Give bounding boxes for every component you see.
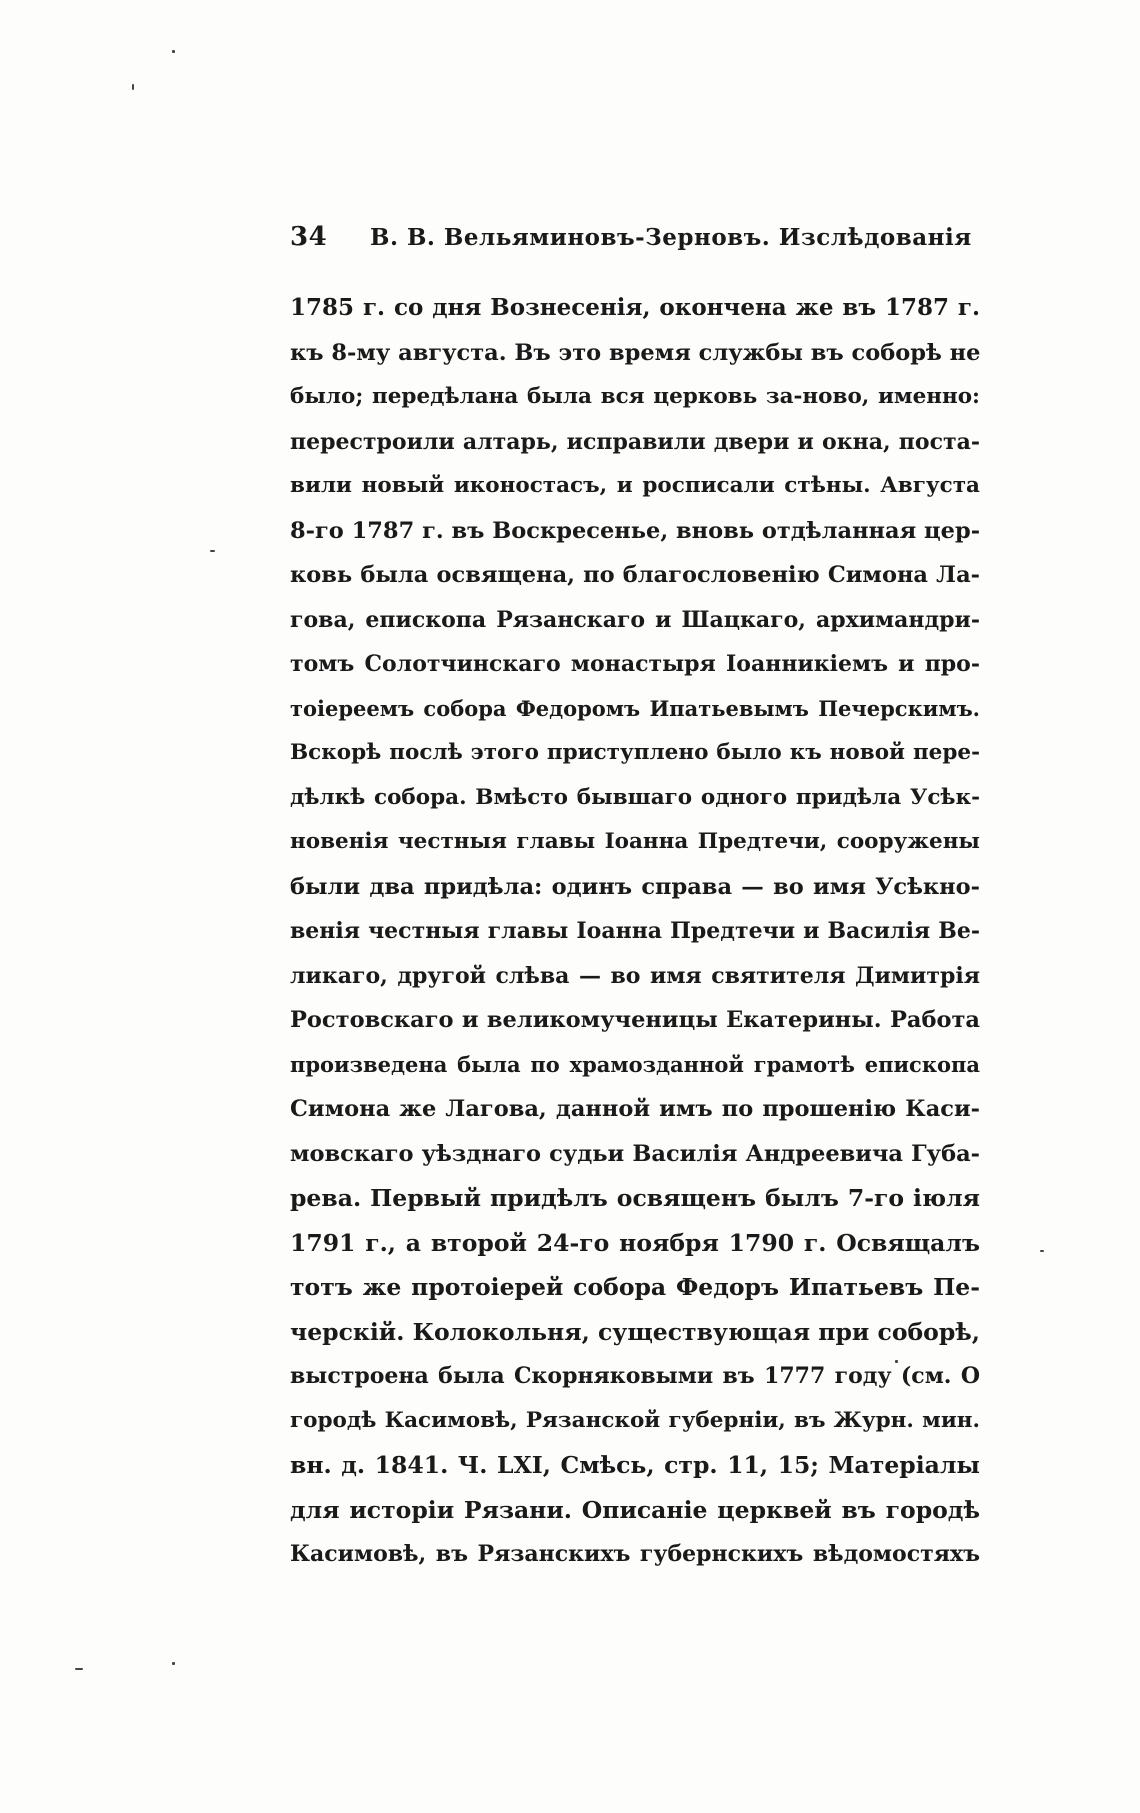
scan-speck	[132, 84, 134, 90]
text-line: черскій. Колокольня, существующая при соборѣ,	[290, 1317, 980, 1346]
text-line: вн. д. 1841. Ч. LXI, Смѣсь, стр. 11, 15; Матеріалы	[290, 1451, 980, 1479]
text-line: для исторіи Рязани. Описаніе церквей въ городѣ	[290, 1495, 980, 1524]
text-line: Касимовѣ, въ Рязанскихъ губернскихъ вѣдомостяхъ	[290, 1541, 980, 1567]
scan-speck	[210, 550, 215, 552]
scan-speck	[172, 50, 175, 53]
page-number: 34	[290, 222, 328, 252]
text-line: Вскорѣ послѣ этого приступлено было къ новой пере-	[290, 740, 980, 765]
text-line: рева. Первый придѣлъ освященъ былъ 7-го іюля	[290, 1184, 980, 1212]
scan-speck	[1040, 1250, 1044, 1252]
text-line: тоіереемъ собора Федоромъ Ипатьевымъ Печерскимъ.	[290, 695, 980, 721]
scan-speck	[172, 1662, 175, 1665]
text-line: ковь была освящена, по благословенію Симона Ла-	[290, 562, 980, 588]
text-line: Симона же Лагова, данной имъ по прошенію Каси-	[290, 1096, 980, 1122]
text-line: новенія честныя главы Іоанна Предтечи, сооружены	[290, 829, 980, 854]
text-line: 1785 г. со дня Вознесенія, окончена же въ 1787 г.	[290, 294, 980, 321]
text-line: мовскаго уѣзднаго судьи Василія Андреевича Губа-	[290, 1140, 980, 1167]
text-line: городѣ Касимовѣ, Рязанской губерніи, въ Журн. мин.	[290, 1407, 980, 1433]
text-line: перестроили алтарь, исправили двери и окна, поста-	[290, 428, 980, 455]
scan-speck	[895, 1360, 898, 1363]
text-line: дѣлкѣ собора. Вмѣсто бывшаго одного придѣла Усѣк-	[290, 784, 980, 810]
text-line: 1791 г., а второй 24-го ноября 1790 г. Освящалъ	[290, 1228, 980, 1257]
text-line: къ 8-му августа. Въ это время службы въ соборѣ не	[290, 339, 981, 366]
text-line: Ростовскаго и великомученицы Екатерины. Работа	[290, 1007, 980, 1033]
text-line: тотъ же протоіерей собора Федоръ Ипатьевъ Пе-	[290, 1273, 980, 1301]
text-line: было; передѣлана была вся церковь за-ново, именно:	[290, 384, 980, 409]
text-line: выстроена была Скорняковыми въ 1777 году (см. О	[290, 1363, 980, 1389]
page-header	[290, 222, 972, 262]
text-line: гова, епископа Рязанскаго и Шацкаго, архимандри-	[290, 606, 980, 633]
scan-speck	[75, 1668, 83, 1670]
text-line: венія честныя главы Іоанна Предтечи и Василія Ве-	[290, 918, 980, 944]
body-text	[290, 286, 980, 1577]
text-line: 8-го 1787 г. въ Воскресенье, вновь отдѣланная цер-	[290, 517, 981, 544]
text-line: вили новый иконостасъ, и росписали стѣны. Августа	[290, 473, 980, 498]
running-head: В. В. Вельяминовъ-Зерновъ. Изслѣдованія	[370, 224, 972, 251]
text-line: томъ Солотчинскаго монастыря Іоанникіемъ и про-	[290, 651, 980, 677]
text-line: произведена была по храмозданной грамотѣ епископа	[290, 1051, 980, 1077]
text-line: ликаго, другой слѣва — во имя святителя Димитрія	[290, 962, 980, 989]
text-line: были два придѣла: одинъ справа — во имя Усѣкно-	[290, 873, 980, 900]
